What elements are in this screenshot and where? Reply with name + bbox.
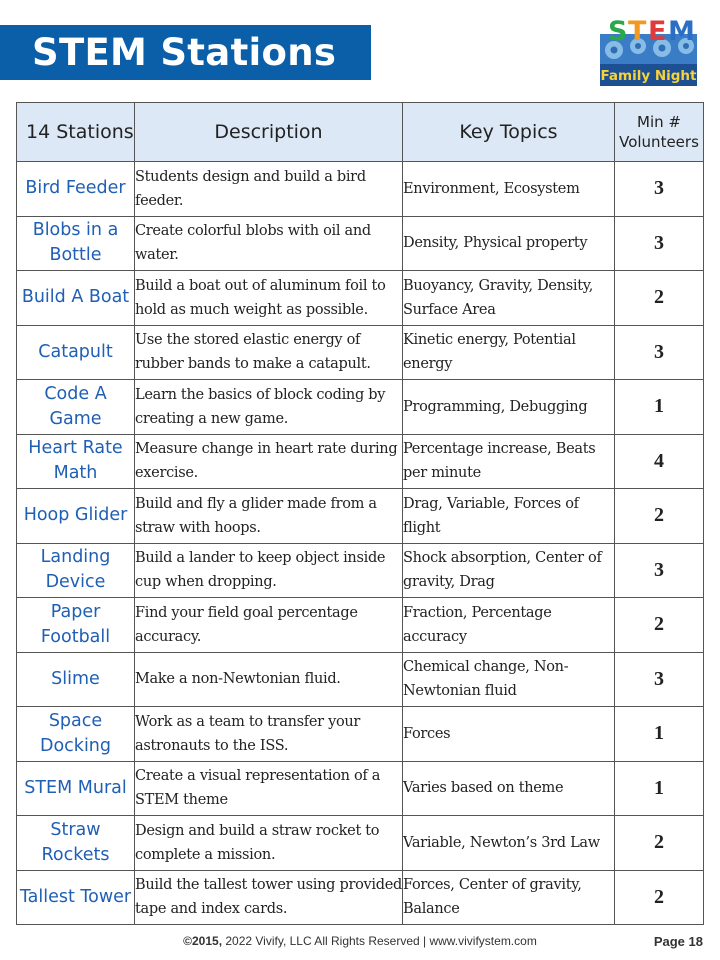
station-description: Build the tallest tower using provided tape and index cards.: [135, 870, 403, 925]
page-number: Page 18: [653, 934, 703, 949]
station-min-volunteers: 3: [615, 325, 704, 380]
table-row: [17, 434, 704, 489]
station-description: Work as a team to transfer your astronauts to the ISS.: [135, 707, 403, 762]
station-name: Hoop Glider: [17, 489, 135, 544]
station-min-volunteers: 3: [615, 652, 704, 707]
station-key-topics: Drag, Variable, Forces of flight: [403, 489, 615, 544]
table-row: [17, 325, 704, 380]
copyright-rest: 2022 Vivify, LLC All Rights Reserved | www.vivifystem.com: [222, 934, 537, 948]
station-min-volunteers: 3: [615, 216, 704, 271]
table-row: [17, 707, 704, 762]
station-name: Blobs in a Bottle: [17, 216, 135, 271]
station-key-topics: Forces: [403, 707, 615, 762]
header-key-topics: Key Topics: [403, 103, 615, 162]
station-min-volunteers: 2: [615, 489, 704, 544]
table-header-row: [17, 103, 704, 162]
svg-text:S: S: [608, 16, 628, 47]
station-min-volunteers: 1: [615, 380, 704, 435]
station-key-topics: Varies based on theme: [403, 761, 615, 816]
station-key-topics: Variable, Newton’s 3rd Law: [403, 816, 615, 871]
station-name: Paper Football: [17, 598, 135, 653]
station-min-volunteers: 3: [615, 543, 704, 598]
station-key-topics: Environment, Ecosystem: [403, 162, 615, 217]
header-min-line2: Volunteers: [619, 133, 699, 151]
station-name: Straw Rockets: [17, 816, 135, 871]
station-name: Landing Device: [17, 543, 135, 598]
station-name: Build A Boat: [17, 271, 135, 326]
station-description: Design and build a straw rocket to complete a mission.: [135, 816, 403, 871]
station-key-topics: Programming, Debugging: [403, 380, 615, 435]
station-key-topics: Forces, Center of gravity, Balance: [403, 870, 615, 925]
header-stations: 14 Stations: [17, 103, 135, 162]
stem-family-night-logo: [598, 12, 699, 88]
station-description: Create colorful blobs with oil and water.: [135, 216, 403, 271]
station-min-volunteers: 3: [615, 162, 704, 217]
station-name: Bird Feeder: [17, 162, 135, 217]
station-key-topics: Density, Physical property: [403, 216, 615, 271]
table-row: [17, 870, 704, 925]
station-description: Create a visual representation of a STEM theme: [135, 761, 403, 816]
svg-text:T: T: [628, 16, 647, 47]
station-description: Build a lander to keep object inside cup when dropping.: [135, 543, 403, 598]
station-key-topics: Percentage increase, Beats per minute: [403, 434, 615, 489]
station-name: Catapult: [17, 325, 135, 380]
header-description: Description: [135, 103, 403, 162]
station-description: Build a boat out of aluminum foil to hold as much weight as possible.: [135, 271, 403, 326]
table-row: [17, 271, 704, 326]
station-min-volunteers: 2: [615, 816, 704, 871]
station-name: STEM Mural: [17, 761, 135, 816]
footer: [0, 934, 720, 952]
station-min-volunteers: 4: [615, 434, 704, 489]
table-row: [17, 380, 704, 435]
station-key-topics: Shock absorption, Center of gravity, Drag: [403, 543, 615, 598]
station-description: Measure change in heart rate during exercise.: [135, 434, 403, 489]
station-name: Space Docking: [17, 707, 135, 762]
station-description: Students design and build a bird feeder.: [135, 162, 403, 217]
station-description: Find your field goal percentage accuracy.: [135, 598, 403, 653]
svg-text:E: E: [648, 16, 667, 47]
station-description: Learn the basics of block coding by creating a new game.: [135, 380, 403, 435]
station-min-volunteers: 1: [615, 707, 704, 762]
station-min-volunteers: 2: [615, 271, 704, 326]
station-description: Build and fly a glider made from a straw with hoops.: [135, 489, 403, 544]
header-min-volunteers: [615, 103, 704, 162]
station-min-volunteers: 2: [615, 598, 704, 653]
station-key-topics: Chemical change, Non-Newtonian fluid: [403, 652, 615, 707]
table-row: [17, 652, 704, 707]
svg-text:M: M: [668, 16, 695, 47]
station-description: Use the stored elastic energy of rubber bands to make a catapult.: [135, 325, 403, 380]
page-title: STEM Stations: [32, 31, 337, 74]
station-key-topics: Kinetic energy, Potential energy: [403, 325, 615, 380]
station-name: Heart Rate Math: [17, 434, 135, 489]
station-min-volunteers: 2: [615, 870, 704, 925]
station-key-topics: Fraction, Percentage accuracy: [403, 598, 615, 653]
copyright-prefix: ©2015,: [183, 934, 223, 948]
table-row: [17, 489, 704, 544]
table-row: [17, 816, 704, 871]
stations-table: [16, 102, 704, 925]
table-row: [17, 543, 704, 598]
table-body: [17, 162, 704, 925]
header-min-line1: Min #: [637, 113, 681, 131]
station-description: Make a non-Newtonian fluid.: [135, 652, 403, 707]
table-row: [17, 162, 704, 217]
station-name: Code A Game: [17, 380, 135, 435]
svg-text:Family Night: Family Night: [600, 68, 697, 84]
station-key-topics: Buoyancy, Gravity, Density, Surface Area: [403, 271, 615, 326]
table-row: [17, 598, 704, 653]
table-row: [17, 761, 704, 816]
station-name: Tallest Tower: [17, 870, 135, 925]
station-min-volunteers: 1: [615, 761, 704, 816]
table-row: [17, 216, 704, 271]
copyright-text: [0, 934, 720, 948]
station-name: Slime: [17, 652, 135, 707]
title-banner: [0, 25, 371, 80]
